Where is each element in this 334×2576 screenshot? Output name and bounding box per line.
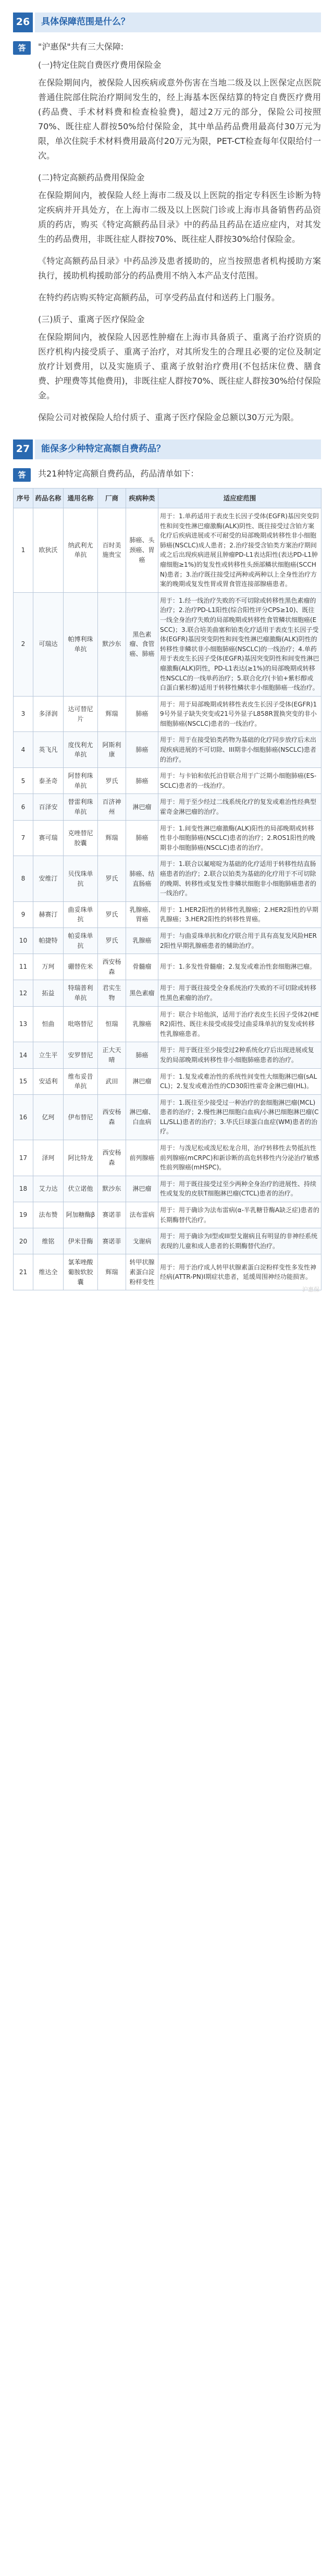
indication-scope-cell: 用于：用于局部晚期或转移性表皮生长因子受体(EGFR)19号外显子缺失突变或21号外显子L858R置换突变的非小细胞肺癌(NSCLC)患者的一线治疗。	[158, 696, 321, 732]
section-number: 26	[13, 13, 33, 32]
disease-type-cell: 肺癌、结直肠癌	[126, 856, 158, 901]
generic-name-cell: 伊米苷酶	[64, 1228, 98, 1254]
answer-badge: 答	[13, 41, 31, 55]
indication-scope-cell: 用于：1.联合以氟嘧啶为基础的化疗适用于转移性结直肠癌患者的治疗；2.联合以铂类为基础的化疗用于不可切除的晚期、转移性或复发性非鳞状细胞非小细胞肺癌患者的一线治疗。	[158, 856, 321, 901]
disease-type-cell: 骨髓瘤	[126, 954, 158, 980]
manufacturer-cell: 西安杨森	[98, 1140, 126, 1176]
indication-scope-cell: 用于：1.既往至少接受过一种治疗的套细胞淋巴瘤(MCL)患者的治疗；2.慢性淋巴细胞白血病/小淋巴细胞淋巴瘤(CLL/SLL)患者的治疗；3.华氏巨球蛋白血症(WM)患者的治疗。	[158, 1094, 321, 1140]
row-number-cell: 5	[14, 768, 33, 794]
disease-type-cell: 肺癌、头颈癌、胃癌	[126, 508, 158, 593]
generic-name-cell: 安罗替尼	[64, 1042, 98, 1068]
manufacturer-cell: 罗氏	[98, 927, 126, 954]
generic-name-cell: 达可替尼片	[64, 696, 98, 732]
table-row	[14, 1254, 321, 1290]
generic-name-cell: 吡咯替尼	[64, 1006, 98, 1042]
indication-scope-cell: 用于：用于在接受铂类药物为基础的化疗同步放疗后未出现疾病进展的不可切除、III期非小细胞肺癌(NSCLC)患者的治疗。	[158, 732, 321, 768]
disease-type-cell: 肺癌	[126, 696, 158, 732]
table-row	[14, 1068, 321, 1094]
disease-type-cell: 肺癌	[126, 1042, 158, 1068]
row-number-cell: 21	[14, 1254, 33, 1290]
manufacturer-cell: 西安杨森	[98, 1094, 126, 1140]
generic-name-cell: 伏立诺他	[64, 1176, 98, 1202]
manufacturer-cell: 百时美施贵宝	[98, 508, 126, 593]
indication-scope-cell: 用于：用于既往接受过至少两种全身治疗的进展性、持续性或复发的皮肤T细胞淋巴瘤(CTCL)患者的治疗。	[158, 1176, 321, 1202]
manufacturer-cell: 罗氏	[98, 901, 126, 927]
indication-scope-cell: 用于：与泼尼松或泼尼松龙合用，治疗转移性去势抵抗性前列腺癌(mCRPC)和新诊断的高危转移性内分泌治疗敏感性前列腺癌(mHSPC)。	[158, 1140, 321, 1176]
table-row	[14, 980, 321, 1006]
table-row	[14, 856, 321, 901]
manufacturer-cell: 辉瑞	[98, 696, 126, 732]
table-row	[14, 1094, 321, 1140]
coverage-paragraph: 在特约药店购买特定高额药品，可享受药品直付和送药上门服务。	[38, 292, 280, 302]
indication-scope-cell: 用于：用于既往接受全身系统治疗失败的不可切除或转移性黑色素瘤的治疗。	[158, 980, 321, 1006]
header-cell: 药品名称	[33, 489, 64, 508]
generic-name-cell: 硼替佐米	[64, 954, 98, 980]
manufacturer-cell: 阿斯利康	[98, 732, 126, 768]
row-number-cell: 13	[14, 1006, 33, 1042]
drug-name-cell: 立生平	[33, 1042, 64, 1068]
generic-name-cell: 特瑞普利单抗	[64, 980, 98, 1006]
drug-name-cell: 多泽润	[33, 696, 64, 732]
drug-name-cell: 恒曲	[33, 1006, 64, 1042]
coverage-paragraph: 在保险期间内，被保险人经上海市二级及以上医院的指定专科医生诊断为特定疾病并开具处方，在上海市二级及以上医院门诊或上海市具备销售药品资质的药店，购买《特定高额药品目录》中的药品且药品在适应症内，对其发生的药品费用，非既往症人群按70%、既往症人群按30%给付保险金。	[38, 190, 321, 244]
answer-intro: "沪惠保"共有三大保障:	[38, 42, 124, 52]
indication-scope-cell: 用于：联合卡培他滨，适用于治疗表皮生长因子受体2(HER2)阳性、既往未接受或接受过曲妥珠单抗的复发或转移性乳腺癌患者。	[158, 1006, 321, 1042]
disease-type-cell: 黑色素瘤、食管癌、肺癌	[126, 592, 158, 696]
table-row	[14, 768, 321, 794]
disease-type-cell: 乳腺癌	[126, 1006, 158, 1042]
manufacturer-cell: 赛诺菲	[98, 1228, 126, 1254]
drug-table-body	[14, 508, 321, 1290]
manufacturer-cell: 恒瑞	[98, 1006, 126, 1042]
indication-scope-cell: 用于：1.HER2阳性的转移性乳腺癌；2.HER2阳性的早期乳腺癌；3.HER2阳性的转移性胃癌。	[158, 901, 321, 927]
row-number-cell: 18	[14, 1176, 33, 1202]
indication-scope-cell: 用于：1.间变性淋巴瘤激酶(ALK)阳性的局部晚期或转移性非小细胞肺癌(NSCLC)患者的治疗；2.ROS1阳性的晚期非小细胞肺癌(NSCLC)患者的治疗。	[158, 820, 321, 856]
row-number-cell: 11	[14, 954, 33, 980]
disease-type-cell: 淋巴瘤、白血病	[126, 1094, 158, 1140]
table-row	[14, 1140, 321, 1176]
table-row	[14, 1228, 321, 1254]
drug-name-cell: 泰圣奇	[33, 768, 64, 794]
indication-scope-cell: 用于：用于确诊为法布雷病(α-半乳糖苷酶A缺乏症)患者的长期酶替代治疗。	[158, 1202, 321, 1228]
drug-name-cell: 百泽安	[33, 794, 64, 820]
generic-name-cell: 阿加糖酶β	[64, 1202, 98, 1228]
disease-type-cell: 淋巴瘤	[126, 1068, 158, 1094]
header-cell: 疾病种类	[126, 489, 158, 508]
row-number-cell: 2	[14, 592, 33, 696]
manufacturer-cell: 武田	[98, 1068, 126, 1094]
row-number-cell: 8	[14, 856, 33, 901]
table-row	[14, 508, 321, 593]
manufacturer-cell: 赛诺菲	[98, 1202, 126, 1228]
indication-scope-cell: 用于：与卡铂和依托泊苷联合用于广泛期小细胞肺癌(ES-SCLC)患者的一线治疗。	[158, 768, 321, 794]
row-number-cell: 9	[14, 901, 33, 927]
disease-type-cell: 肺癌	[126, 820, 158, 856]
generic-name-cell: 曲妥珠单抗	[64, 901, 98, 927]
answer-row	[13, 40, 321, 55]
coverage-paragraph: 《特定高额药品目录》中药品涉及患者援助的，应当按照患者机构援助方案执行，援助机构援助部分的药品费用不纳入本产品支付范围。	[38, 256, 321, 280]
generic-name-cell: 阿比特龙	[64, 1140, 98, 1176]
coverage-heading: (一)特定住院自费医疗费用保险金	[38, 60, 162, 70]
row-number-cell: 4	[14, 732, 33, 768]
drug-name-cell: 亿珂	[33, 1094, 64, 1140]
coverage-paragraph: 保险公司对被保险人给付质子、重离子医疗保险金总额以30万元为限。	[38, 412, 299, 422]
disease-type-cell: 戈谢病	[126, 1228, 158, 1254]
header-cell: 通用名称	[64, 489, 98, 508]
generic-name-cell: 维布妥昔单抗	[64, 1068, 98, 1094]
disease-type-cell: 乳腺癌	[126, 927, 158, 954]
header-cell: 序号	[14, 489, 33, 508]
drug-name-cell: 英飞凡	[33, 732, 64, 768]
table-header-row	[14, 489, 321, 508]
generic-name-cell: 纳武利尤单抗	[64, 508, 98, 593]
table-row	[14, 732, 321, 768]
drug-name-cell: 安维汀	[33, 856, 64, 901]
disease-type-cell: 转甲状腺素蛋白淀粉样变性	[126, 1254, 158, 1290]
manufacturer-cell: 罗氏	[98, 768, 126, 794]
disease-type-cell: 黑色素瘤	[126, 980, 158, 1006]
coverage-heading: (二)特定高额药品费用保险金	[38, 173, 145, 182]
drug-name-cell: 安适利	[33, 1068, 64, 1094]
indication-scope-cell: 用于：用于至少经过二线系统化疗的复发或难治性经典型霍奇金淋巴瘤的治疗。	[158, 794, 321, 820]
manufacturer-cell: 默沙东	[98, 592, 126, 696]
row-number-cell: 14	[14, 1042, 33, 1068]
disease-type-cell: 肺癌	[126, 732, 158, 768]
answer-intro: 共21种特定高额自费药品，药品清单如下：	[38, 469, 199, 479]
generic-name-cell: 帕博利珠单抗	[64, 592, 98, 696]
generic-name-cell: 氯苯唑酸葡胺软胶囊	[64, 1254, 98, 1290]
row-number-cell: 3	[14, 696, 33, 732]
section-number: 27	[13, 439, 33, 459]
table-row	[14, 1006, 321, 1042]
manufacturer-cell: 辉瑞	[98, 1254, 126, 1290]
drug-name-cell: 法布赞	[33, 1202, 64, 1228]
disease-type-cell: 淋巴瘤	[126, 794, 158, 820]
manufacturer-cell: 罗氏	[98, 856, 126, 901]
disease-type-cell: 淋巴瘤	[126, 1176, 158, 1202]
table-row	[14, 1202, 321, 1228]
row-number-cell: 19	[14, 1202, 33, 1228]
generic-name-cell: 克唑替尼胶囊	[64, 820, 98, 856]
manufacturer-cell: 默沙东	[98, 1176, 126, 1202]
generic-name-cell: 帕妥珠单抗	[64, 927, 98, 954]
row-number-cell: 6	[14, 794, 33, 820]
manufacturer-cell: 辉瑞	[98, 820, 126, 856]
table-row	[14, 954, 321, 980]
indication-scope-cell: 用于：与曲妥珠单抗和化疗联合用于具有高复发风险HER2阳性早期乳腺癌患者的辅助治疗。	[158, 927, 321, 954]
manufacturer-cell: 正大天晴	[98, 1042, 126, 1068]
indication-scope-cell: 用于：1.单药适用于表皮生长因子受体(EGFR)基因突变阴性和间变性淋巴瘤激酶(ALK)阴性、既往接受过含铂方案化疗后疾病进展或不可耐受的局部晚期或转移性非小细胞肺癌(NSCLC)成人患者；2.治疗接受含铂类方案治疗期间或之后出现疾病进展且肿瘤PD-L1表达阳性(表达PD-L1肿瘤细胞≥1%)的复发性或转移性头颈部鳞状细胞癌(SCCHN)患者；3.治疗既往接受过两种或两种以上全身性治疗方案的晚期或复发性胃或胃食管连接部腺癌患者。	[158, 508, 321, 593]
section-title: 具体保障范围是什么？	[35, 13, 321, 32]
drug-name-cell: 维达全	[33, 1254, 64, 1290]
answer-row	[13, 467, 321, 482]
header-cell: 厂商	[98, 489, 126, 508]
drug-name-cell: 可瑞达	[33, 592, 64, 696]
generic-name-cell: 阿替利珠单抗	[64, 768, 98, 794]
disease-type-cell: 肺癌	[126, 768, 158, 794]
drug-name-cell: 泽珂	[33, 1140, 64, 1176]
drug-name-cell: 艾力达	[33, 1176, 64, 1202]
coverage-heading: (三)质子、重离子医疗保险金	[38, 314, 145, 324]
disease-type-cell: 前列腺癌	[126, 1140, 158, 1176]
section-26-header	[13, 13, 321, 32]
indication-scope-cell: 用于：用于既往至少接受过2种系统化疗后出现进展或复发的局部晚期或转移性非小细胞肺癌患者的治疗。	[158, 1042, 321, 1068]
table-row	[14, 1042, 321, 1068]
manufacturer-cell: 君实生物	[98, 980, 126, 1006]
manufacturer-cell: 百济神州	[98, 794, 126, 820]
row-number-cell: 15	[14, 1068, 33, 1094]
table-row	[14, 901, 321, 927]
section-title: 能保多少种特定高额自费药品？	[35, 439, 321, 459]
indication-scope-cell: 用于：用于治疗成人转甲状腺素蛋白淀粉样变性多发性神经病(ATTR-PN)I期症状患者，延缓周围神经功能损害。	[158, 1254, 321, 1290]
row-number-cell: 1	[14, 508, 33, 593]
drug-name-cell: 拓益	[33, 980, 64, 1006]
generic-name-cell: 伊布替尼	[64, 1094, 98, 1140]
row-number-cell: 16	[14, 1094, 33, 1140]
manufacturer-cell: 西安杨森	[98, 954, 126, 980]
drug-name-cell: 帕捷特	[33, 927, 64, 954]
table-row	[14, 1176, 321, 1202]
drug-table	[13, 488, 321, 1290]
watermark: 沪惠保	[302, 1286, 319, 1293]
table-row	[14, 696, 321, 732]
answer-badge: 答	[13, 468, 31, 482]
drug-name-cell: 赛可瑞	[33, 820, 64, 856]
row-number-cell: 7	[14, 820, 33, 856]
table-row	[14, 592, 321, 696]
table-row	[14, 794, 321, 820]
section-26-body	[38, 58, 321, 425]
row-number-cell: 10	[14, 927, 33, 954]
coverage-paragraph: 在保险期间内，被保险人因疾病或意外伤害在当地二级及以上医保定点医院普通住院部住院治疗期间发生的，经上海基本医保结算的特定自费医疗费用(药品费、手术材料费和检查检验费)，超过2万元的部分，保险公司按照70%、既往症人群按50%给付保险金，其中单品药品费用最高付30万元为限，单次住院手术材料费用最高付20万元为限，PET-CT检查每年仅限给付一次。	[38, 78, 321, 161]
drug-name-cell: 万珂	[33, 954, 64, 980]
indication-scope-cell: 用于：用于确诊为I型或III型戈谢病且有明显的非神经系统表现的儿童和成人患者的长期酶替代治疗。	[158, 1228, 321, 1254]
row-number-cell: 20	[14, 1228, 33, 1254]
disease-type-cell: 乳腺癌、胃癌	[126, 901, 158, 927]
indication-scope-cell: 用于：1.多发性骨髓瘤；2.复发或难治性套细胞淋巴瘤。	[158, 954, 321, 980]
table-row	[14, 927, 321, 954]
drug-name-cell: 欧狄沃	[33, 508, 64, 593]
disease-type-cell: 法布雷病	[126, 1202, 158, 1228]
section-27-header	[13, 439, 321, 459]
generic-name-cell: 替雷利珠单抗	[64, 794, 98, 820]
table-row	[14, 820, 321, 856]
row-number-cell: 17	[14, 1140, 33, 1176]
generic-name-cell: 贝伐珠单抗	[64, 856, 98, 901]
indication-scope-cell: 用于：1.复发或难治性的系统性间变性大细胞淋巴瘤(sALCL)；2.复发或难治性的CD30阳性霍奇金淋巴瘤(HL)。	[158, 1068, 321, 1094]
coverage-paragraph: 在保险期间内，被保险人因恶性肿瘤在上海市具备质子、重离子治疗资质的医疗机构内接受质子、重离子治疗，对其所发生的合理且必要的定位及制定放疗计划费用，以及实施质子、重离子放射治疗费用(不包括床位费、膳食费、护理费等其他费用)，非既往症人群按70%、既往症人群按30%给付保险金。	[38, 332, 321, 400]
generic-name-cell: 度伐利尤单抗	[64, 732, 98, 768]
indication-scope-cell: 用于：1.经一线治疗失败的不可切除或转移性黑色素瘤的治疗；2.治疗PD-L1阳性(综合阳性评分CPS≥10)、既往一线全身治疗失败的局部晚期或转移性食管鳞状细胞癌(ESCC)；3.联合培美曲塞和铂类化疗适用于表皮生长因子受体(EGFR)基因突变阴性和间变性淋巴瘤激酶(ALK)阴性的转移性非鳞状非小细胞肺癌(NSCLC)的一线治疗；4.单药用于表皮生长因子受体(EGFR)基因突变阴性和间变性淋巴瘤激酶(ALK)阴性，PD-L1表达(≥1%)的局部晚期或转移性NSCLC的一线单药治疗；5.联合化疗(卡铂+紫杉醇或白蛋白紫杉醇)适用于转移性鳞状非小细胞肺癌一线治疗。	[158, 592, 321, 696]
drug-table-wrapper	[13, 488, 321, 1290]
row-number-cell: 12	[14, 980, 33, 1006]
drug-name-cell: 维铭	[33, 1228, 64, 1254]
header-cell: 适应症范围	[158, 489, 321, 508]
drug-name-cell: 赫赛汀	[33, 901, 64, 927]
